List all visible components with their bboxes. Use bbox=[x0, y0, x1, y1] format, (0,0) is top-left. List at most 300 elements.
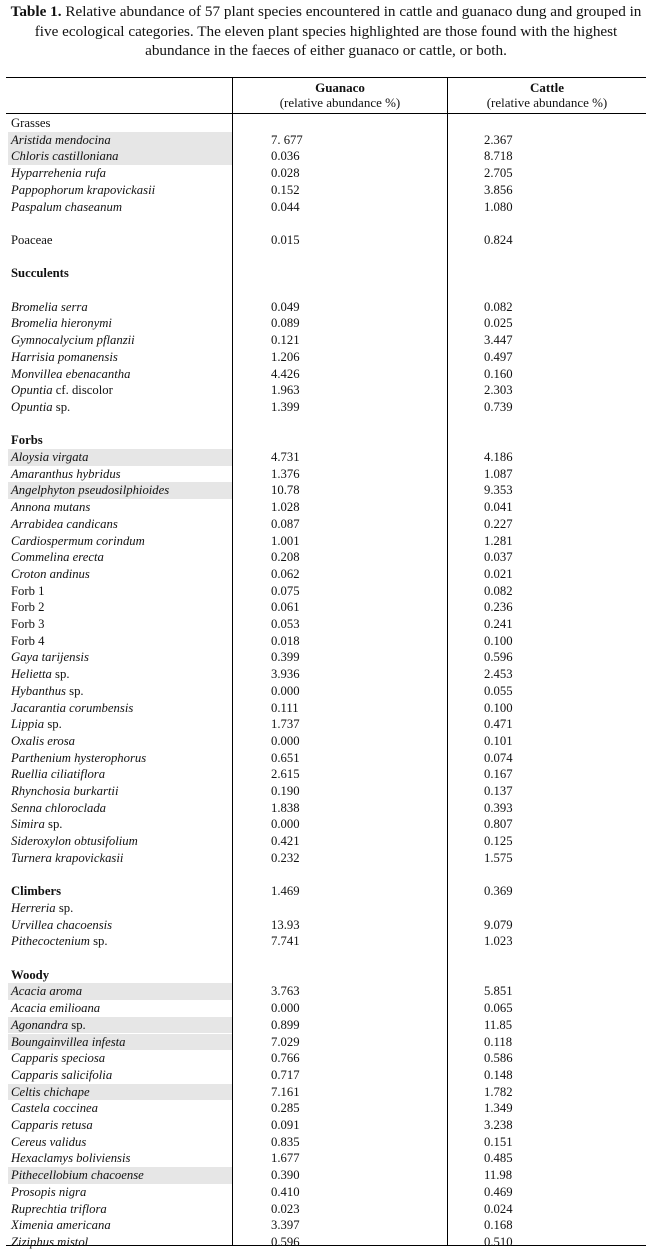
cattle-header-sub: (relative abundance %) bbox=[486, 95, 608, 110]
table-row bbox=[0, 549, 652, 566]
species-name: Lippia bbox=[11, 717, 45, 732]
species-cell bbox=[11, 633, 44, 650]
table-row bbox=[0, 1017, 652, 1034]
species-qualifier: sp. bbox=[65, 683, 84, 698]
cattle-value: 9.079 bbox=[484, 917, 513, 932]
species-name: Prosopis nigra bbox=[11, 1184, 87, 1199]
cattle-value: 0.241 bbox=[484, 617, 513, 631]
guanaco-value: 0.390 bbox=[271, 1168, 300, 1183]
species-qualifier: sp. bbox=[44, 817, 63, 832]
species-cell bbox=[11, 533, 145, 550]
species-cell bbox=[11, 432, 43, 449]
guanaco-value: 2.615 bbox=[271, 767, 300, 782]
table-row bbox=[0, 599, 652, 616]
species-name: Forb 4 bbox=[11, 633, 45, 648]
species-cell bbox=[11, 983, 82, 1000]
table-row bbox=[0, 683, 652, 700]
species-name: Cereus validus bbox=[11, 1134, 87, 1149]
table-row bbox=[0, 265, 652, 282]
table-header-rule bbox=[6, 113, 646, 114]
table-row bbox=[0, 482, 652, 499]
species-cell bbox=[11, 783, 118, 800]
species-name: Hexaclamys boliviensis bbox=[11, 1151, 131, 1166]
species-cell bbox=[11, 583, 44, 600]
table-row bbox=[0, 783, 652, 800]
table-row bbox=[0, 399, 652, 416]
species-qualifier: cf. discolor bbox=[52, 383, 113, 398]
species-name: Hyparrehenia rufa bbox=[11, 166, 107, 181]
species-name: Acacia emilioana bbox=[11, 1001, 101, 1016]
species-cell bbox=[11, 800, 106, 817]
species-cell bbox=[11, 148, 119, 165]
cattle-value: 0.065 bbox=[484, 1001, 513, 1016]
cattle-value: 0.101 bbox=[484, 733, 513, 748]
caption-text: Relative abundance of 57 plant species encountered in cattle and guanaco dung and grouped in five ecological categories. The eleven plant species highlighted are those found with the highest abundance in the faeces of either guanaco or cattle, or both. bbox=[34, 3, 642, 59]
species-name: Commelina erecta bbox=[11, 550, 104, 565]
table-row bbox=[0, 900, 652, 917]
cattle-value: 2.367 bbox=[484, 132, 513, 147]
caption-label: Table 1. bbox=[10, 3, 62, 20]
guanaco-value: 0.015 bbox=[271, 232, 300, 247]
species-name: Urvillea chacoensis bbox=[11, 917, 113, 932]
species-name: Ximenia americana bbox=[11, 1218, 111, 1233]
guanaco-column-header bbox=[233, 80, 447, 110]
species-name: Woody bbox=[11, 967, 50, 982]
table-row bbox=[0, 616, 652, 633]
guanaco-value: 0.000 bbox=[271, 733, 300, 748]
guanaco-value: 4.426 bbox=[271, 366, 300, 381]
species-name: Rhynchosia burkartii bbox=[11, 784, 119, 798]
species-cell bbox=[11, 1167, 144, 1184]
species-cell bbox=[11, 883, 61, 900]
table-row bbox=[0, 733, 652, 750]
cattle-value: 0.100 bbox=[484, 633, 513, 648]
species-name: Amaranthus hybridus bbox=[11, 466, 121, 481]
table-row bbox=[0, 199, 652, 216]
guanaco-value: 1.838 bbox=[271, 800, 300, 815]
table-row bbox=[0, 833, 652, 850]
species-cell bbox=[11, 917, 112, 934]
cattle-value: 0.497 bbox=[484, 349, 513, 364]
guanaco-value: 10.78 bbox=[271, 483, 300, 498]
cattle-value: 0.025 bbox=[484, 316, 513, 331]
species-cell bbox=[11, 733, 75, 750]
guanaco-header-title: Guanaco bbox=[315, 80, 365, 95]
species-cell bbox=[11, 516, 118, 533]
cattle-value: 0.393 bbox=[484, 800, 513, 815]
guanaco-value: 0.766 bbox=[271, 1051, 300, 1066]
species-name: Boungainvillea infesta bbox=[11, 1034, 126, 1049]
cattle-value: 3.238 bbox=[484, 1118, 513, 1132]
cattle-value: 8.718 bbox=[484, 149, 513, 164]
species-name: Helietta bbox=[11, 667, 52, 682]
species-name: Herreria bbox=[11, 900, 56, 915]
species-cell bbox=[11, 967, 49, 984]
table-row bbox=[0, 766, 652, 783]
table-row bbox=[0, 282, 652, 299]
species-name: Celtis chichape bbox=[11, 1084, 90, 1099]
species-cell bbox=[11, 766, 105, 783]
cattle-value: 1.349 bbox=[484, 1101, 513, 1116]
cattle-value: 4.186 bbox=[484, 450, 513, 464]
species-cell bbox=[11, 232, 53, 249]
table-row bbox=[0, 115, 652, 132]
cattle-value: 0.074 bbox=[484, 750, 513, 765]
table-row bbox=[0, 1067, 652, 1084]
species-name: Forb 3 bbox=[11, 617, 45, 631]
guanaco-value: 0.717 bbox=[271, 1067, 300, 1082]
species-cell bbox=[11, 449, 88, 466]
table-row bbox=[0, 516, 652, 533]
guanaco-value: 0.410 bbox=[271, 1184, 300, 1199]
species-name: Arrabidea candicans bbox=[11, 516, 118, 531]
species-name: Opuntia bbox=[11, 399, 53, 414]
cattle-value: 0.024 bbox=[484, 1201, 513, 1216]
table-row bbox=[0, 633, 652, 650]
table-row bbox=[0, 1000, 652, 1017]
guanaco-value: 0.111 bbox=[271, 700, 299, 715]
table-row bbox=[0, 1084, 652, 1101]
table-row bbox=[0, 917, 652, 934]
guanaco-value: 0.049 bbox=[271, 299, 300, 314]
cattle-value: 0.137 bbox=[484, 784, 513, 798]
cattle-value: 0.824 bbox=[484, 232, 513, 247]
table-row bbox=[0, 466, 652, 483]
cattle-value: 0.596 bbox=[484, 650, 513, 665]
species-name: Croton andinus bbox=[11, 566, 90, 581]
table-row bbox=[0, 299, 652, 316]
cattle-value: 0.236 bbox=[484, 600, 513, 615]
guanaco-value: 0.061 bbox=[271, 600, 300, 615]
species-name: Turnera krapovickasii bbox=[11, 850, 124, 865]
species-cell bbox=[11, 115, 50, 132]
table-row bbox=[0, 933, 652, 950]
table-row bbox=[0, 1184, 652, 1201]
species-cell bbox=[11, 482, 169, 499]
species-name: Pappophorum krapovickasii bbox=[11, 182, 156, 197]
cattle-value: 0.510 bbox=[484, 1234, 513, 1249]
cattle-column-header bbox=[448, 80, 646, 110]
species-cell bbox=[11, 1084, 90, 1101]
species-cell bbox=[11, 649, 89, 666]
species-name: Poaceae bbox=[11, 232, 53, 247]
species-name: Climbers bbox=[11, 884, 62, 899]
cattle-value: 1.023 bbox=[484, 934, 513, 949]
species-cell bbox=[11, 1050, 105, 1067]
table-row bbox=[0, 315, 652, 332]
cattle-value: 11.85 bbox=[484, 1017, 513, 1032]
guanaco-value: 0.075 bbox=[271, 583, 300, 598]
species-name: Capparis salicifolia bbox=[11, 1067, 113, 1082]
table-row bbox=[0, 800, 652, 817]
species-name: Capparis retusa bbox=[11, 1118, 93, 1132]
cattle-value: 0.082 bbox=[484, 583, 513, 598]
table-row bbox=[0, 967, 652, 984]
species-cell bbox=[11, 1000, 100, 1017]
guanaco-value: 0.087 bbox=[271, 516, 300, 531]
species-cell bbox=[11, 1217, 111, 1234]
guanaco-value: 0.023 bbox=[271, 1201, 300, 1216]
guanaco-value: 0.835 bbox=[271, 1134, 300, 1149]
species-name: Gaya tarijensis bbox=[11, 650, 89, 665]
species-cell bbox=[11, 382, 113, 399]
species-name: Agonandra bbox=[11, 1017, 69, 1032]
species-name: Capparis speciosa bbox=[11, 1051, 106, 1066]
guanaco-value: 1.028 bbox=[271, 500, 300, 515]
table-row bbox=[0, 132, 652, 149]
cattle-value: 0.586 bbox=[484, 1051, 513, 1066]
cattle-value: 0.807 bbox=[484, 817, 513, 832]
species-name: Simira bbox=[11, 817, 45, 832]
species-name: Bromelia hieronymi bbox=[11, 316, 112, 331]
cattle-value: 9.353 bbox=[484, 483, 513, 498]
cattle-value: 0.167 bbox=[484, 767, 513, 782]
species-cell bbox=[11, 1100, 98, 1117]
species-name: Bromelia serra bbox=[11, 299, 88, 314]
cattle-value: 0.227 bbox=[484, 516, 513, 531]
cattle-value: 0.168 bbox=[484, 1218, 513, 1233]
table-row bbox=[0, 700, 652, 717]
table-row bbox=[0, 215, 652, 232]
table-row bbox=[0, 1201, 652, 1218]
guanaco-value: 3.397 bbox=[271, 1218, 300, 1233]
table-row bbox=[0, 867, 652, 884]
cattle-value: 1.080 bbox=[484, 199, 513, 214]
table-row bbox=[0, 148, 652, 165]
cattle-value: 3.447 bbox=[484, 333, 513, 348]
species-qualifier: sp. bbox=[89, 934, 108, 949]
guanaco-value: 1.206 bbox=[271, 349, 300, 364]
species-cell bbox=[11, 549, 104, 566]
guanaco-value: 0.036 bbox=[271, 149, 300, 164]
species-cell bbox=[11, 332, 135, 349]
table-row bbox=[0, 165, 652, 182]
species-cell bbox=[11, 165, 106, 182]
species-name: Aristida mendocina bbox=[11, 132, 111, 147]
table-row bbox=[0, 1100, 652, 1117]
guanaco-value: 7. 677 bbox=[271, 132, 303, 147]
species-cell bbox=[11, 1034, 126, 1051]
table-row bbox=[0, 1117, 652, 1134]
species-name: Senna chloroclada bbox=[11, 800, 107, 815]
table-row bbox=[0, 850, 652, 867]
table-row bbox=[0, 816, 652, 833]
guanaco-value: 0.000 bbox=[271, 1001, 300, 1016]
cattle-value: 0.082 bbox=[484, 299, 513, 314]
cattle-value: 0.485 bbox=[484, 1151, 513, 1166]
species-qualifier: sp. bbox=[68, 1017, 86, 1032]
species-qualifier: sp. bbox=[55, 900, 74, 915]
species-name: Chloris castilloniana bbox=[11, 149, 119, 164]
guanaco-value: 1.677 bbox=[271, 1151, 300, 1166]
species-name: Opuntia bbox=[11, 383, 53, 398]
table-row bbox=[0, 1150, 652, 1167]
guanaco-value: 0.091 bbox=[271, 1118, 300, 1132]
species-name: Grasses bbox=[11, 116, 51, 130]
guanaco-value: 7.029 bbox=[271, 1034, 300, 1049]
cattle-value: 0.021 bbox=[484, 566, 513, 581]
guanaco-value: 0.152 bbox=[271, 182, 300, 197]
cattle-value: 0.369 bbox=[484, 884, 513, 899]
cattle-value: 3.856 bbox=[484, 182, 513, 197]
table-row bbox=[0, 1234, 652, 1251]
table-row bbox=[0, 1134, 652, 1151]
table-row bbox=[0, 499, 652, 516]
table-caption bbox=[6, 2, 646, 61]
table-row bbox=[0, 182, 652, 199]
guanaco-value: 0.190 bbox=[271, 784, 300, 798]
table-row bbox=[0, 883, 652, 900]
table-row bbox=[0, 1217, 652, 1234]
species-cell bbox=[11, 933, 108, 950]
cattle-value: 1.281 bbox=[484, 533, 513, 548]
species-cell bbox=[11, 1117, 93, 1134]
species-cell bbox=[11, 716, 62, 733]
species-cell bbox=[11, 616, 44, 633]
species-name: Sideroxylon obtusifolium bbox=[11, 834, 138, 849]
guanaco-value: 0.121 bbox=[271, 333, 300, 348]
guanaco-value: 0.028 bbox=[271, 166, 300, 181]
species-cell bbox=[11, 182, 155, 199]
cattle-header-title: Cattle bbox=[530, 80, 564, 95]
species-cell bbox=[11, 1201, 107, 1218]
guanaco-value: 13.93 bbox=[271, 917, 300, 932]
species-cell bbox=[11, 499, 90, 516]
cattle-value: 0.100 bbox=[484, 700, 513, 715]
species-name: Oxalis erosa bbox=[11, 733, 76, 748]
table-row bbox=[0, 533, 652, 550]
cattle-value: 0.469 bbox=[484, 1184, 513, 1199]
species-name: Ruprechtia triflora bbox=[11, 1201, 107, 1216]
species-cell bbox=[11, 399, 70, 416]
table-row bbox=[0, 382, 652, 399]
species-name: Parthenium hysterophorus bbox=[11, 750, 147, 765]
table-row bbox=[0, 1034, 652, 1051]
table-row bbox=[0, 1050, 652, 1067]
guanaco-value: 4.731 bbox=[271, 450, 300, 464]
species-name: Monvillea ebenacantha bbox=[11, 366, 131, 381]
guanaco-value: 1.001 bbox=[271, 533, 300, 548]
guanaco-value: 3.936 bbox=[271, 667, 300, 682]
cattle-value: 0.471 bbox=[484, 717, 513, 732]
guanaco-value: 0.000 bbox=[271, 683, 300, 698]
table-row bbox=[0, 583, 652, 600]
species-name: Cardiospermum corindum bbox=[11, 533, 145, 548]
table-row bbox=[0, 366, 652, 383]
species-cell bbox=[11, 850, 123, 867]
species-name: Ziziphus mistol bbox=[11, 1234, 89, 1249]
species-cell bbox=[11, 750, 146, 767]
table-row bbox=[0, 349, 652, 366]
guanaco-header-sub: (relative abundance %) bbox=[279, 95, 401, 110]
guanaco-value: 7.161 bbox=[271, 1084, 300, 1099]
species-name: Succulents bbox=[11, 266, 69, 281]
species-name: Forb 1 bbox=[11, 583, 45, 598]
guanaco-value: 0.651 bbox=[271, 750, 300, 765]
cattle-value: 0.148 bbox=[484, 1067, 513, 1082]
table-row bbox=[0, 983, 652, 1000]
cattle-value: 0.160 bbox=[484, 366, 513, 381]
species-name: Hybanthus bbox=[11, 683, 66, 698]
species-cell bbox=[11, 466, 121, 483]
cattle-value: 0.125 bbox=[484, 834, 513, 849]
table-top-rule bbox=[6, 77, 646, 78]
species-cell bbox=[11, 1134, 86, 1151]
species-name: Pithecoctenium bbox=[11, 934, 90, 949]
cattle-value: 0.118 bbox=[484, 1034, 513, 1049]
cattle-value: 0.739 bbox=[484, 399, 513, 414]
guanaco-value: 7.741 bbox=[271, 934, 300, 949]
cattle-value: 1.782 bbox=[484, 1084, 513, 1099]
cattle-value: 2.705 bbox=[484, 166, 513, 181]
species-cell bbox=[11, 816, 62, 833]
species-cell bbox=[11, 683, 84, 700]
species-name: Aloysia virgata bbox=[11, 450, 89, 464]
guanaco-value: 0.018 bbox=[271, 633, 300, 648]
species-cell bbox=[11, 349, 118, 366]
guanaco-value: 0.285 bbox=[271, 1101, 300, 1116]
species-cell bbox=[11, 666, 70, 683]
species-cell bbox=[11, 700, 133, 717]
species-cell bbox=[11, 566, 90, 583]
guanaco-value: 0.044 bbox=[271, 199, 300, 214]
species-cell bbox=[11, 833, 138, 850]
guanaco-value: 0.899 bbox=[271, 1017, 300, 1032]
cattle-value: 0.041 bbox=[484, 500, 513, 515]
cattle-value: 2.453 bbox=[484, 667, 513, 682]
species-cell bbox=[11, 1234, 88, 1251]
table-row bbox=[0, 432, 652, 449]
guanaco-value: 0.000 bbox=[271, 817, 300, 832]
species-cell bbox=[11, 299, 88, 316]
species-cell bbox=[11, 366, 130, 383]
guanaco-value: 1.737 bbox=[271, 717, 300, 732]
species-name: Paspalum chaseanum bbox=[11, 199, 123, 214]
species-cell bbox=[11, 1150, 130, 1167]
species-qualifier: sp. bbox=[52, 399, 71, 414]
guanaco-value: 0.232 bbox=[271, 850, 300, 865]
species-name: Gymnocalycium pflanzii bbox=[11, 333, 135, 348]
species-cell bbox=[11, 1184, 86, 1201]
species-name: Annona mutans bbox=[11, 500, 91, 515]
species-cell bbox=[11, 900, 73, 917]
guanaco-value: 0.208 bbox=[271, 550, 300, 565]
table-row bbox=[0, 449, 652, 466]
species-qualifier: sp. bbox=[44, 717, 62, 732]
table-row bbox=[0, 950, 652, 967]
species-name: Castela coccinea bbox=[11, 1101, 99, 1116]
species-cell bbox=[11, 1017, 86, 1034]
table-row bbox=[0, 566, 652, 583]
cattle-value: 1.575 bbox=[484, 850, 513, 865]
table-row bbox=[0, 332, 652, 349]
cattle-value: 5.851 bbox=[484, 984, 513, 999]
species-cell bbox=[11, 599, 44, 616]
species-qualifier: sp. bbox=[51, 667, 70, 682]
species-name: Jacarantia corumbensis bbox=[11, 700, 134, 715]
guanaco-value: 1.376 bbox=[271, 466, 300, 481]
table-row bbox=[0, 1167, 652, 1184]
guanaco-value: 0.421 bbox=[271, 834, 300, 849]
species-name: Harrisia pomanensis bbox=[11, 349, 118, 364]
cattle-value: 11.98 bbox=[484, 1168, 513, 1183]
table-row bbox=[0, 750, 652, 767]
species-name: Angelphyton pseudosilphioides bbox=[11, 483, 170, 498]
cattle-value: 1.087 bbox=[484, 466, 513, 481]
guanaco-value: 0.089 bbox=[271, 316, 300, 331]
species-cell bbox=[11, 132, 111, 149]
species-name: Acacia aroma bbox=[11, 984, 83, 999]
